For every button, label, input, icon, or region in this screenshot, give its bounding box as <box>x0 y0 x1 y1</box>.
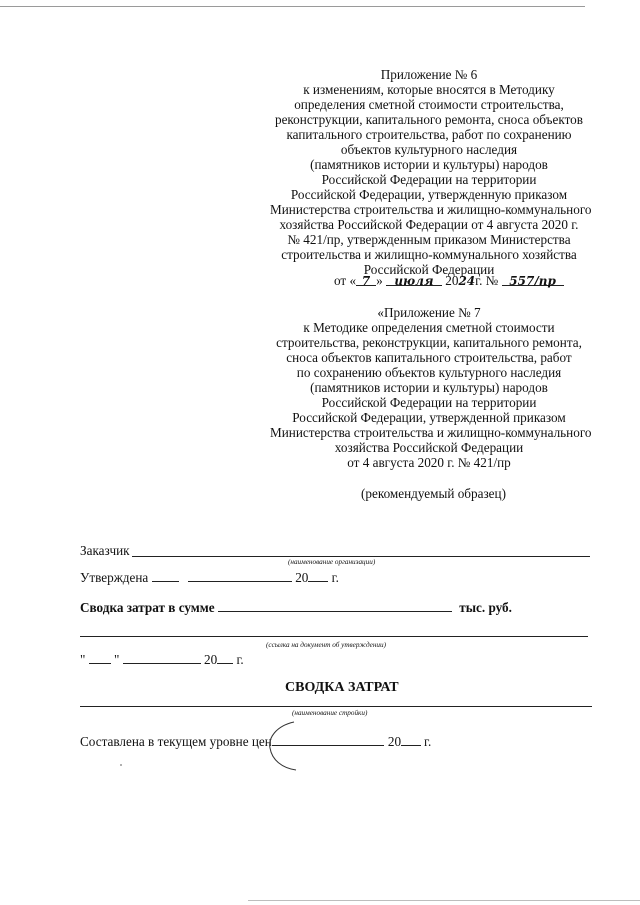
summary-heading: СВОДКА ЗАТРАТ <box>285 680 399 695</box>
date-prefix: от « <box>334 273 357 288</box>
document-year-suffix: г. <box>236 652 244 667</box>
appendix6-line: Российской Федерации, утвержденную приказом <box>290 187 568 202</box>
approved-year-suffix: г. <box>331 570 339 585</box>
approval-document-field[interactable] <box>80 636 588 637</box>
document-year-prefix: 20 <box>203 652 218 667</box>
summary-label: Сводка затрат в сумме <box>80 600 215 615</box>
appendix6-line: объектов культурного наследия <box>340 142 518 157</box>
appendix6-line: Российской Федерации <box>363 262 495 277</box>
quote-open: " <box>80 652 86 667</box>
document-year-field[interactable] <box>217 651 233 664</box>
appendix6-line: определения сметной стоимости строительства, <box>294 97 564 112</box>
appendix7-line: к Методике определения сметной стоимости <box>303 320 555 335</box>
summary-sum-field[interactable] <box>218 599 452 612</box>
approved-label: Утверждена <box>80 570 149 585</box>
appendix7-line: Российской Федерации на территории <box>321 395 537 410</box>
appendix7-line: Российской Федерации, утвержденной приказом <box>292 410 566 425</box>
date-mid: » <box>376 273 383 288</box>
document-day-field[interactable] <box>89 651 111 664</box>
construction-caption: (наименование стройки) <box>292 709 368 717</box>
approved-line <box>80 569 339 586</box>
price-year-prefix: 20 <box>387 734 402 749</box>
summary-sum-line <box>80 599 512 616</box>
approved-year-field[interactable] <box>308 569 328 582</box>
appendix7-line: Министерства строительства и жилищно-коммунального <box>270 425 592 440</box>
stamp-arc-mark <box>258 720 298 772</box>
appendix-6-header <box>270 67 592 277</box>
appendix6-line: хозяйства Российской Федерации от 4 августа 2020 г. <box>279 217 579 232</box>
price-level-line <box>80 733 431 750</box>
price-year-suffix: г. <box>424 734 432 749</box>
date-month: июля <box>394 274 434 288</box>
appendix6-line: Российской Федерации на территории <box>321 172 537 187</box>
scan-speck <box>120 764 122 766</box>
recommended-sample-note: (рекомендуемый образец) <box>361 486 506 501</box>
appendix6-line: к изменениям, которые вносятся в Методику <box>303 82 555 97</box>
scan-top-edge <box>0 6 585 7</box>
date-suffix: г. № <box>475 273 499 288</box>
appendix7-line: по сохранению объектов культурного наследия <box>296 365 562 380</box>
appendix-6-date-line <box>334 273 564 289</box>
appendix6-line: реконструкции, капитального ремонта, сноса объектов <box>274 112 583 127</box>
appendix7-line: «Приложение № 7 <box>377 305 481 320</box>
approval-document-caption: (ссылка на документ об утверждении) <box>266 641 387 649</box>
scan-bottom-edge <box>248 900 640 901</box>
document-month-field[interactable] <box>123 651 201 664</box>
appendix7-line: хозяйства Российской Федерации <box>334 440 524 455</box>
customer-label: Заказчик <box>80 543 130 558</box>
appendix6-line: (памятников истории и культуры) народов <box>310 157 548 172</box>
date-year-prefix: 20 <box>445 273 459 288</box>
appendix6-line: строительства и жилищно-коммунального хозяйства <box>281 247 577 262</box>
customer-field[interactable] <box>132 556 590 557</box>
approved-month-field[interactable] <box>188 569 292 582</box>
price-level-label: Составлена в текущем уровне цен <box>80 734 272 749</box>
customer-caption: (наименование организации) <box>288 558 376 566</box>
approved-year-prefix: 20 <box>295 570 309 585</box>
appendix6-line: Министерства строительства и жилищно-коммунального <box>270 202 592 217</box>
summary-unit: тыс. руб. <box>459 600 512 615</box>
price-year-field[interactable] <box>401 733 421 746</box>
appendix6-line: капитального строительства, работ по сохранению <box>286 127 572 142</box>
quote-close: " <box>113 652 120 667</box>
approved-day-field[interactable] <box>152 569 179 582</box>
construction-name-field[interactable] <box>80 706 592 707</box>
appendix-7-header <box>270 305 592 470</box>
appendix7-line: от 4 августа 2020 г. № 421/пр <box>347 455 511 470</box>
appendix6-line: Приложение № 6 <box>380 67 478 82</box>
document-date-line <box>80 651 244 668</box>
date-year: 24 <box>458 274 476 288</box>
appendix7-line: (памятников истории и культуры) народов <box>310 380 548 395</box>
date-number: 557/пр <box>509 274 556 288</box>
appendix7-line: строительства, реконструкции, капитального ремонта, <box>276 335 582 350</box>
appendix7-line: сноса объектов капитального строительства, работ <box>286 350 572 365</box>
date-day: 7 <box>361 274 371 288</box>
appendix6-line: № 421/пр, утвержденным приказом Министерства <box>287 232 571 247</box>
